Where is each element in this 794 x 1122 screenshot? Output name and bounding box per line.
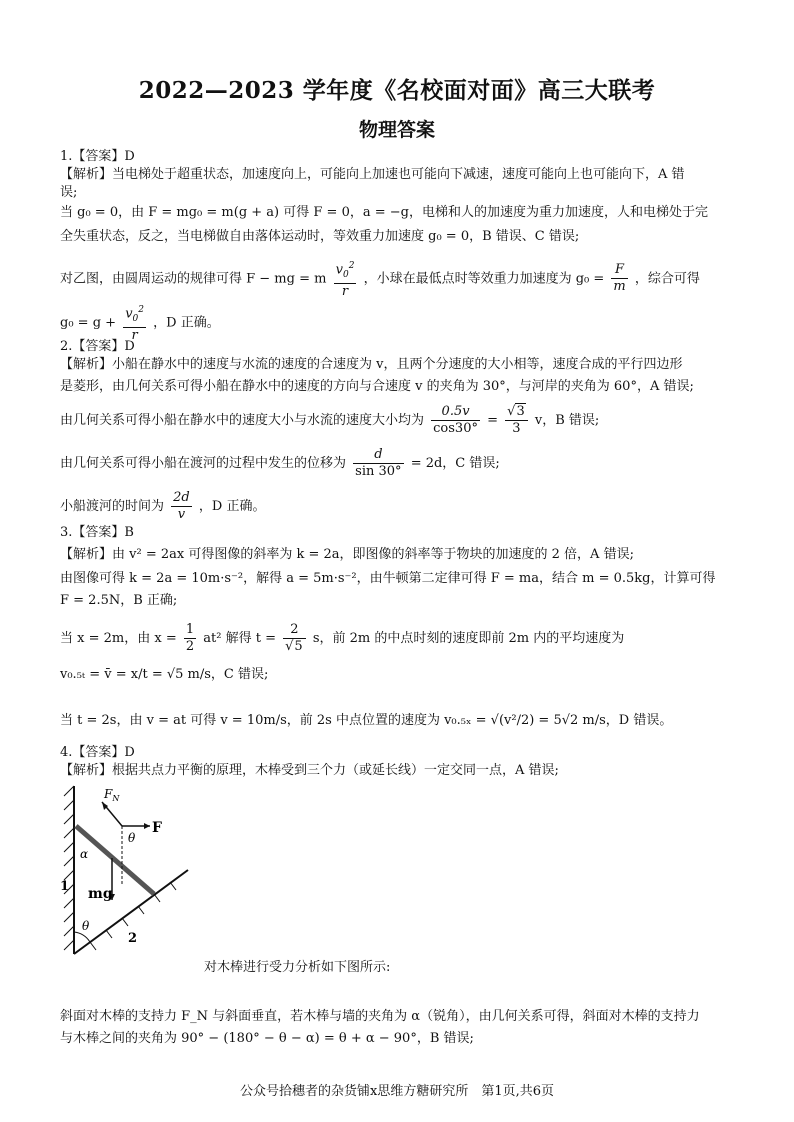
q3-line-4a: 当 x = 2m，由 x = — [60, 631, 177, 646]
q3-line-4b: at² 解得 t = — [203, 631, 276, 646]
alpha-label: α — [80, 847, 89, 861]
q2-line-1: 【解析】小船在静水中的速度与水流的速度的合速度为 v，且两个分速度的大小相等，速度合成的平行四边形 — [60, 357, 683, 372]
q3-line-5: v₀.₅ₜ = v̄ = x/t = √5 m/s，C 错误; — [60, 667, 269, 682]
q2-line-4 — [60, 447, 500, 480]
two-label: 2 — [128, 931, 138, 946]
q3-line-4 — [60, 622, 624, 655]
q1-line-5b: ，小球在最低点时等效重力加速度为 g₀ = — [363, 271, 605, 287]
q3-frac-1-2: $\frac{1}{2}$ — [185, 622, 195, 654]
q2-line-4b: = 2d，C 错误; — [410, 456, 500, 471]
q1-line-4: 全失重状态，反之，当电梯做自由落体运动时，等效重力加速度 g₀ = 0，B 错误、C 错误; — [60, 229, 580, 244]
q3-line-6: 当 t = 2s，由 v = at 可得 v = 10m/s，前 2s 中点位置的速度为 v₀.₅ₓ = √(v²/2) = 5√2 m/s，D 错误。 — [60, 713, 673, 728]
q3-frac-2-sqrt5: $\frac{2}{√5}$ — [283, 622, 306, 655]
q2-frac-05v-cos30: $\frac{0.5v}{\cos 30^\circ}$ — [433, 404, 478, 436]
force-diagram — [60, 782, 200, 962]
q1-frac-v0sq-r: $\frac{v_0^2}{r}$ — [334, 258, 357, 300]
fn-label: $F_N$ — [104, 787, 120, 803]
wall-hatching — [64, 786, 74, 950]
q1-line-2: 误; — [60, 185, 78, 200]
q1-answer: 1.【答案】D — [60, 149, 135, 164]
q1-line-5 — [60, 258, 700, 300]
q3-line-4c: s，前 2m 的中点时刻的速度即前 2m 内的平均速度为 — [312, 631, 625, 646]
q4-line-1: 【解析】根据共点力平衡的原理，木棒受到三个力（或延长线）一定交同一点，A 错误; — [60, 763, 559, 778]
theta-arc — [74, 932, 90, 942]
q2-frac-sqrt3-3: $\frac{√3}{3}$ — [505, 404, 528, 437]
q4-answer: 4.【答案】D — [60, 745, 135, 760]
q1-frac-f-m: $\frac{F}{m}$ — [613, 262, 626, 295]
q1-line-5c: ，综合可得 — [634, 271, 700, 287]
q3-answer: 3.【答案】B — [60, 525, 134, 540]
q3-line-1: 【解析】由 v² = 2ax 可得图像的斜率为 k = 2a，即图像的斜率等于物块的加速度的 2 倍，A 错误; — [60, 547, 634, 562]
page-footer: 公众号拾穗者的杂货铺x思维方糖研究所 第1页,共6页 — [239, 1084, 554, 1099]
theta-top-label: θ — [128, 831, 136, 845]
q3-line-3: F = 2.5N，B 正确; — [60, 593, 178, 608]
q2-line-3a: 由几何关系可得小船在静水中的速度大小与水流的速度大小均为 — [60, 413, 425, 428]
theta-bottom-label: θ — [82, 919, 90, 933]
q1-line-1: 【解析】当电梯处于超重状态，加速度向上，可能向上加速也可能向下减速，速度可能向上也可能向下，A 错 — [60, 167, 685, 182]
q4-line-3: 与木棒之间的夹角为 90° − (180° − θ − α) = θ + α − 90°，B 错误; — [60, 1031, 474, 1046]
q1-line-5a: 对乙图，由圆周运动的规律可得 F − mg = m — [60, 271, 327, 287]
q4-line-2: 斜面对木棒的支持力 F_N 与斜面垂直，若木棒与墙的夹角为 α（锐角），由几何关系可得，斜面对木棒的支持力 — [60, 1009, 700, 1024]
q3-line-2: 由图像可得 k = 2a = 10m·s⁻²，解得 a = 5m·s⁻²，由牛顿第二定律可得 F = ma，结合 m = 0.5kg，计算可得 — [60, 571, 716, 586]
diagram-caption: 对木棒进行受力分析如下图所示: — [204, 960, 391, 975]
q2-line-2: 是菱形，由几何关系可得小船在静水中的速度的方向与合速度 v 的夹角为 30°，与河岸的夹角为 60°，A 错误; — [60, 379, 694, 394]
f-label: F — [152, 820, 162, 836]
page-subtitle: 物理答案 — [358, 119, 435, 141]
q2-line-5 — [60, 490, 265, 523]
q2-line-3: 由几何关系可得小船在静水中的速度大小与水流的速度大小均为 $\frac{0.5v}{\cos 30^\circ}$ = $\frac{√3}{3}$ v，B 错误; — [60, 404, 600, 436]
mg-label: mg — [88, 886, 113, 902]
q1-frac-v0sq-r-2: $\frac{v_0^2}{r}$ — [123, 302, 146, 344]
q1-line-6b: ，D 正确。 — [153, 315, 220, 331]
q2-line-5a: 小船渡河的时间为 — [60, 499, 165, 514]
q2-line-3b: v，B 错误; — [534, 413, 600, 428]
q2-line-4a: 由几何关系可得小船在渡河的过程中发生的位移为 — [60, 456, 347, 471]
one-label: 1 — [60, 879, 70, 894]
q1-line-6a: g₀ = g + — [60, 315, 117, 331]
q2-line-5b: ，D 正确。 — [198, 499, 266, 514]
f-arrowhead — [144, 823, 150, 829]
q1-line-3: 当 g₀ = 0，由 F = mg₀ = m(g + a) 可得 F = 0，a = −g，电梯和人的加速度为重力加速度，人和电梯处于完 — [60, 205, 708, 220]
q2-frac-d-sin30: $\frac{d}{\sin 30^\circ}$ — [355, 447, 402, 479]
q2-answer: 2.【答案】D — [60, 339, 135, 354]
q2-frac-2d-v: $\frac{2d}{v}$ — [173, 490, 190, 522]
page-title: 2022—2023 学年度《名校面对面》高三大联考 — [138, 77, 656, 104]
